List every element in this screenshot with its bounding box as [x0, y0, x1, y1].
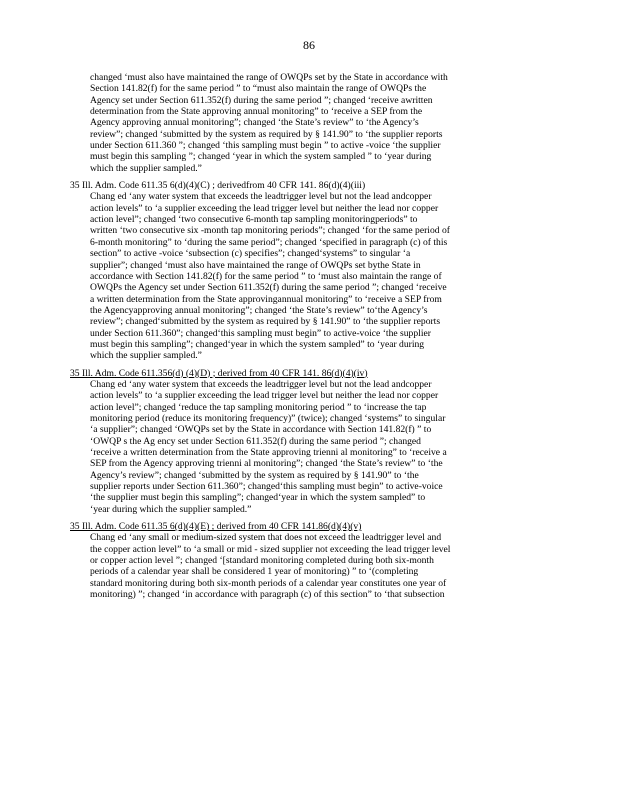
- page-number: 86: [303, 38, 315, 52]
- text-line: determination from the State approving annual monitoring” to ‘receive a SEP from the: [90, 106, 423, 118]
- text-line: standard monitoring during both six-month periods of a calendar year constitutes one year of: [90, 577, 447, 589]
- section-1: [70, 72, 546, 174]
- citation-text: 35 Ill. Adm. Code 611.35 6(d)(4)(E) ; derived from 40 CFR 141.86(d)(4)(v): [70, 521, 362, 533]
- section-3-body: [90, 379, 546, 515]
- text-line: action levels” to ‘a supplier exceeding the lead trigger level but neither the lead nor copper: [90, 202, 439, 214]
- section-2: [70, 180, 546, 362]
- text-line: ‘the supplier must begin this sampling”; changed‘year in which the system sampled” to: [90, 492, 426, 504]
- text-line: under Section 611.360 ”; changed ‘this sampling must begin ” to active -voice ‘the supplier: [90, 140, 441, 152]
- text-line: must begin this sampling”; changed‘year in which the system sampled” to ‘year during: [90, 338, 425, 350]
- text-line: Section 141.82(f) for the same period ” to “must also maintain the range of OWQPs the: [90, 83, 427, 95]
- text-line: ‘OWQP s the Ag ency set under Section 611.352(f) during the same period ”; changed: [90, 435, 421, 447]
- text-line: changed ‘must also have maintained the range of OWQPs set by the State in accordance with: [90, 72, 448, 83]
- text-line: Agency’s review”; changed ‘submitted by the system as required by § 141.90” to ‘the: [90, 469, 419, 481]
- text-line: Agency set under Section 611.352(f) during the same period ”; changed ‘receive awritten: [90, 94, 433, 106]
- section-3: [70, 368, 546, 515]
- text-line: ‘receive a written determination from the State approving trienni al monitoring” to ‘receive a: [90, 447, 447, 458]
- section-1-body: [90, 72, 546, 174]
- text-line: under Section 611.360”; changed‘this sampling must begin” to active-voice ‘the supplier: [90, 327, 431, 339]
- document-body: [70, 72, 546, 600]
- text-line: action level”; changed ‘reduce the tap sampling monitoring period ” to ‘increase the tap: [90, 401, 427, 413]
- text-line: the copper action level” to ‘a small or mid - sized supplier not exceeding the lead trigger level: [90, 543, 451, 555]
- text-line: action level”; changed ‘two consecutive 6-month tap sampling monitoringperiods” to: [90, 214, 418, 226]
- text-line: must begin this sampling ”; changed ‘year in which the system sampled ” to ‘year during: [90, 151, 432, 163]
- text-line: accordance with Section 141.82(f) for the same period ” to ‘must also maintain the range of: [90, 270, 442, 282]
- text-line: the Agencyapproving annual monitoring”; changed ‘the State’s review” to‘the Agency’s: [90, 304, 428, 316]
- section-4-body: [90, 532, 546, 600]
- text-line: a written determination from the State approvingannual monitoring” to ‘receive a SEP from: [90, 293, 442, 305]
- citation-text: 35 Ill. Adm. Code 611.35 6(d)(4)(C) ; derivedfrom 40 CFR 141. 86(d)(4)(iii): [70, 180, 366, 192]
- text-line: periods of a calendar year shall be considered 1 year of monitoring) ” to ‘(completing: [90, 566, 419, 578]
- text-line: monitoring period (reduce its monitoring frequency)” (twice); changed ‘systems” to singular: [90, 412, 446, 424]
- citation-heading: [70, 180, 546, 191]
- text-line: section” to active -voice ‘subsection (c) specifies”; changed‘systems” to singular ‘a: [90, 248, 411, 260]
- section-2-body: [90, 191, 546, 361]
- text-line: Chang ed ‘any small or medium-sized system that does not exceed the leadtrigger level and: [90, 532, 442, 544]
- text-line: supplier”; changed ‘must also have maintained the range of OWQPs set bythe State in: [90, 259, 421, 271]
- text-line: SEP from the Agency approving trienni al monitoring”; changed ‘the State’s review” to ‘the: [90, 458, 443, 470]
- section-4: [70, 521, 546, 600]
- text-line: which the supplier sampled.”: [90, 162, 202, 174]
- text-line: ‘year during which the supplier sampled.”: [90, 503, 252, 515]
- text-line: review”; changed ‘submitted by the system as required by § 141.90” to ‘the supplier reports: [90, 128, 443, 140]
- citation-text: 35 Ill. Adm. Code 611.356(d) (4)(D) ; derived from 40 CFR 141. 86(d)(4)(iv): [70, 367, 368, 379]
- text-line: Chang ed ‘any water system that exceeds the leadtrigger level but not the lead andcopper: [90, 378, 432, 390]
- text-line: OWQPs the Agency set under Section 611.352(f) during the same period ”; changed ‘receive: [90, 282, 447, 294]
- citation-heading: [70, 368, 546, 379]
- text-line: Agency approving annual monitoring”; changed ‘the State’s review” to ‘the Agency’s: [90, 117, 419, 129]
- text-line: or copper action level ”; changed ‘[standard monitoring completed during both six-month: [90, 555, 434, 567]
- text-line: review”; changed‘submitted by the system as required by § 141.90” to ‘the supplier reports: [90, 316, 441, 328]
- text-line: which the supplier sampled.”: [90, 350, 202, 362]
- text-line: Chang ed ‘any water system that exceeds the leadtrigger level but not the lead andcopper: [90, 191, 432, 203]
- text-line: action levels” to ‘a supplier exceeding the lead trigger level but neither the lead nor copper: [90, 390, 439, 402]
- text-line: ‘a supplier”; changed ‘OWQPs set by the State in accordance with Section 141.82(f) ” to: [90, 424, 432, 436]
- text-line: supplier reports under Section 611.360”; changed‘this sampling must begin” to active-voice: [90, 481, 443, 493]
- text-line: monitoring) ”; changed ‘in accordance with paragraph (c) of this section” to ‘that subsection: [90, 589, 445, 601]
- text-line: written ‘two consecutive six -month tap monitoring periods”; changed ‘for the same period of: [90, 225, 450, 237]
- text-line: 6-month monitoring” to ‘during the same period”; changed ‘specified in paragraph (c) of this: [90, 236, 448, 248]
- citation-heading: [70, 521, 546, 532]
